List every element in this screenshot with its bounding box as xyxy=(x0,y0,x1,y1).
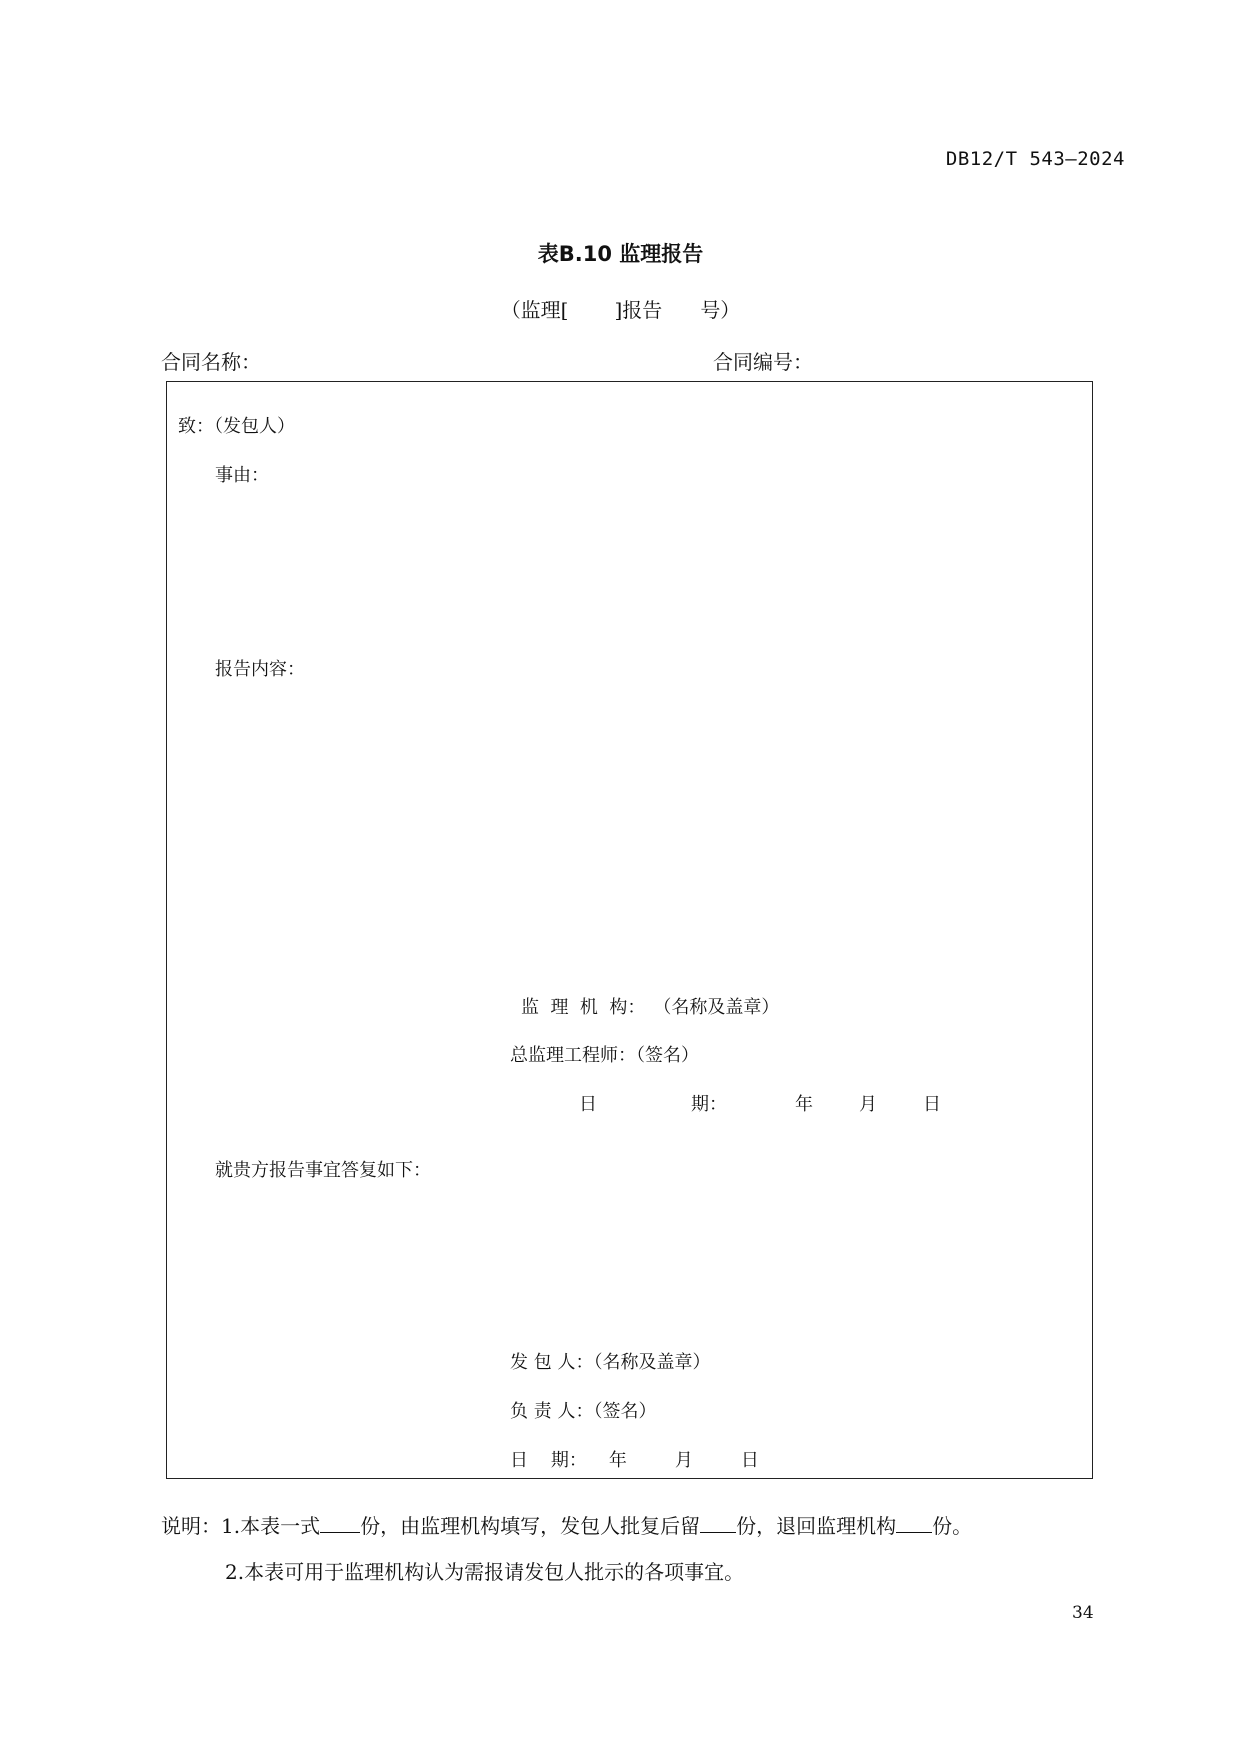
employer-note: （名称及盖章） xyxy=(593,1352,711,1373)
table-title: 表B.10 监理报告 xyxy=(537,242,704,266)
employer-date-day: 日 xyxy=(740,1450,759,1471)
supervisor-org-line xyxy=(521,993,779,1019)
representative-note: （签名） xyxy=(593,1401,657,1422)
report-number-open: （监理[ xyxy=(500,298,569,322)
chief-engineer-line xyxy=(510,1041,699,1067)
note-part2: 份，退回监理机构 xyxy=(736,1514,897,1538)
contract-number-label: 合同编号： xyxy=(713,350,813,374)
reason-label: 事由： xyxy=(215,465,269,486)
supervisor-org-note: （名称及盖章） xyxy=(653,997,780,1018)
date-year: 年 xyxy=(795,1094,813,1115)
note-part1: 份，由监理机构填写，发包人批复后留 xyxy=(360,1514,701,1538)
date-month: 月 xyxy=(859,1094,877,1115)
note-part3: 份。 xyxy=(932,1514,973,1538)
date-char-ri: 日 xyxy=(579,1094,597,1115)
addressee-label: 致：（发包人） xyxy=(178,416,295,437)
reply-label: 就贵方报告事宜答复如下： xyxy=(215,1160,431,1181)
representative-line xyxy=(510,1397,656,1423)
report-number-middle: ]报告 xyxy=(614,298,663,322)
date-day: 日 xyxy=(923,1094,941,1115)
date-char-qi: 期： xyxy=(691,1094,727,1115)
chief-engineer-note: （签名） xyxy=(636,1045,699,1066)
report-content-label: 报告内容： xyxy=(215,659,305,680)
supervisor-org-label: 监 理 机 构： xyxy=(521,997,646,1018)
employer-line xyxy=(510,1348,710,1374)
employer-label: 发 包 人： xyxy=(510,1352,594,1373)
report-number-suffix: 号） xyxy=(700,298,741,322)
page-number: 34 xyxy=(1072,1603,1094,1623)
representative-label: 负 责 人： xyxy=(510,1401,594,1422)
note-prefix: 说明：1.本表一式 xyxy=(161,1514,321,1538)
form-frame xyxy=(166,381,1093,1479)
contract-name-label: 合同名称： xyxy=(161,350,261,374)
supervisor-date-line xyxy=(579,1090,941,1116)
employer-date-month: 月 xyxy=(674,1450,693,1471)
copies-blank xyxy=(320,1514,360,1533)
employer-date-label: 日 期： xyxy=(510,1450,587,1471)
employer-date-year: 年 xyxy=(608,1450,627,1471)
report-number-line xyxy=(0,294,1241,323)
chief-engineer-label: 总监理工程师： xyxy=(510,1045,636,1066)
standard-code: DB12/T 543—2024 xyxy=(945,148,1125,170)
employer-date-line xyxy=(510,1446,759,1472)
note-line-1 xyxy=(161,1510,972,1539)
return-copies-blank xyxy=(896,1514,932,1533)
employer-copies-blank xyxy=(700,1514,736,1533)
note-line-2: 2.本表可用于监理机构认为需报请发包人批示的各项事宜。 xyxy=(225,1560,745,1584)
